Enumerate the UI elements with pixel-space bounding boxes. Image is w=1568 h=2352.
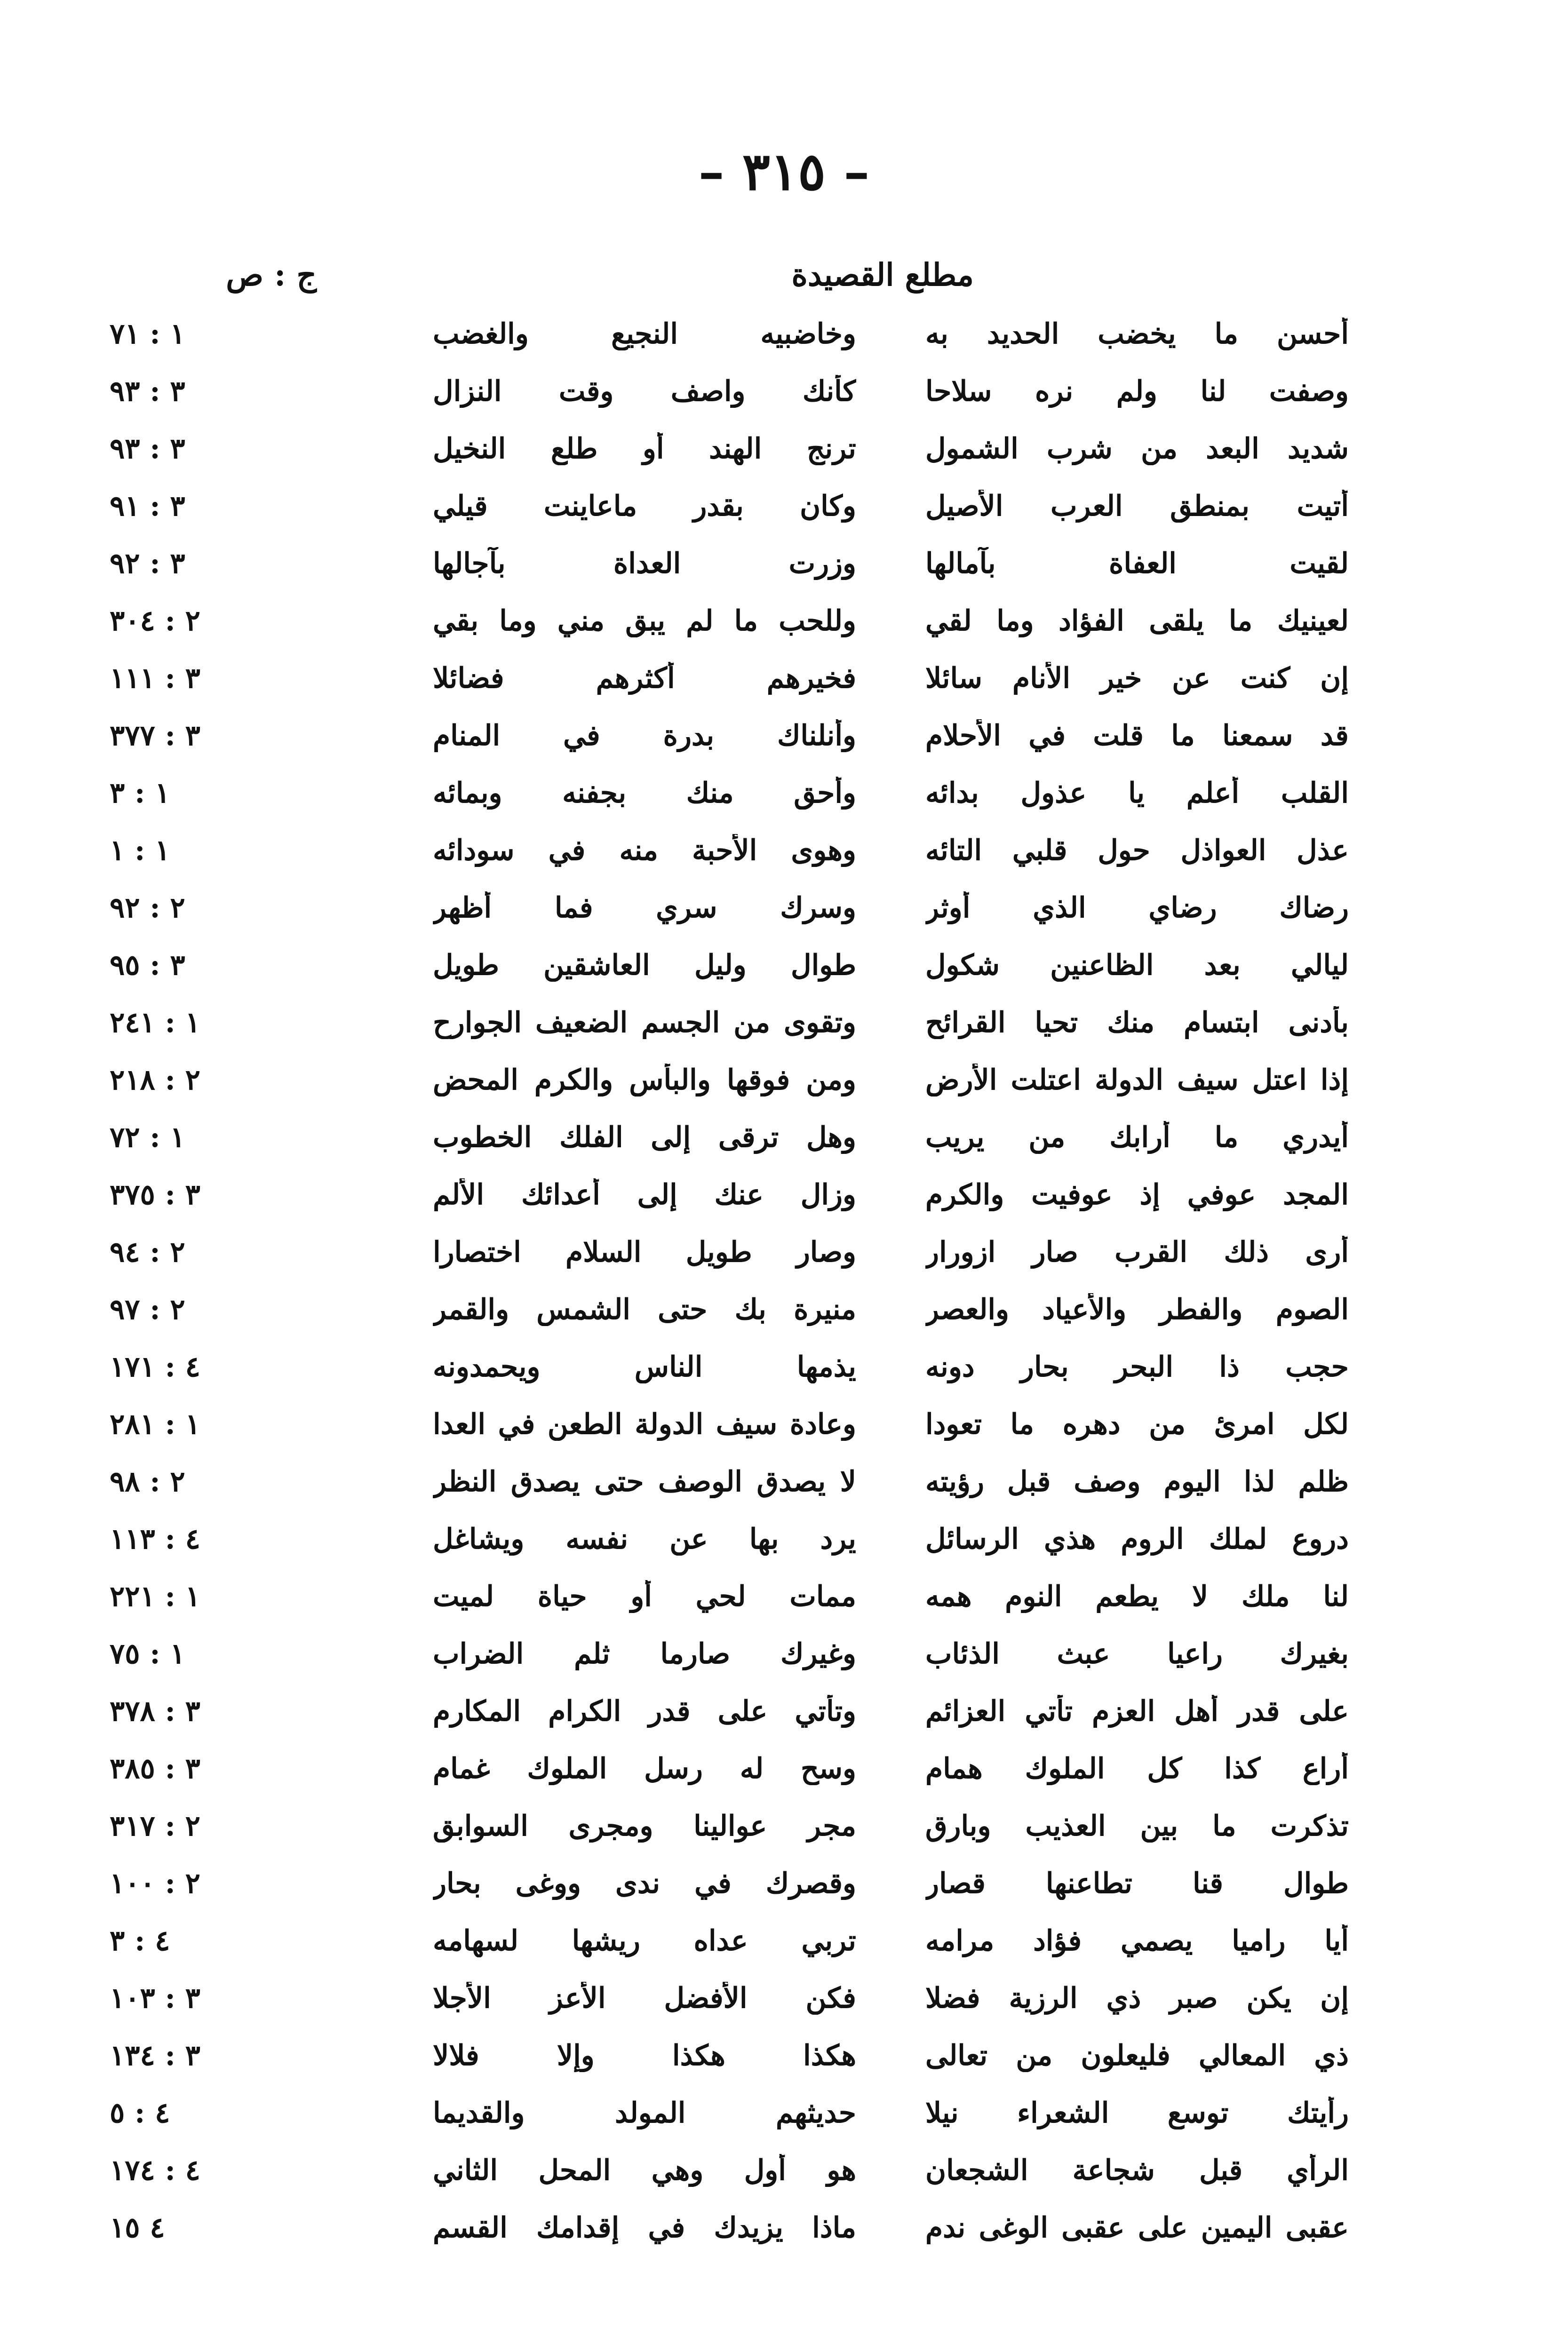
table-row xyxy=(0,1346,1568,1403)
verse-second-hemistich: هو أول وهي المحل الثاني xyxy=(433,2154,856,2187)
volume-page-ref: ٤ : ١١٣ xyxy=(110,1523,200,1556)
verse-first-hemistich: أيا راميا يصمي فؤاد مرامه xyxy=(925,1924,1349,1957)
table-row xyxy=(0,1575,1568,1633)
verse-second-hemistich: وهوى الأحبة منه في سودائه xyxy=(433,834,856,867)
volume-page-ref: ١ : ٢٤١ xyxy=(110,1006,200,1039)
table-row xyxy=(0,2034,1568,2092)
table-row xyxy=(0,715,1568,772)
verse-first-hemistich: أحسن ما يخضب الحديد به xyxy=(925,318,1349,350)
volume-page-ref: ٣ : ١٣٤ xyxy=(110,2039,200,2072)
volume-page-ref: ٤ : ٣ xyxy=(110,1924,170,1957)
table-header xyxy=(0,256,1568,303)
verse-second-hemistich: وتأتي على قدر الكرام المكارم xyxy=(433,1695,856,1728)
header-ref-label: ج : ص xyxy=(226,256,317,293)
table-row xyxy=(0,1805,1568,1862)
volume-page-ref: ١ : ٧٢ xyxy=(110,1121,185,1154)
volume-page-ref: ٢ : ٢١٨ xyxy=(110,1064,200,1097)
verse-second-hemistich: وزرت العداة بآجالها xyxy=(433,547,856,580)
volume-page-ref: ٢ : ٩٤ xyxy=(110,1236,185,1269)
table-row xyxy=(0,1174,1568,1231)
volume-page-ref: ٣ : ٩٥ xyxy=(110,949,185,982)
table-row xyxy=(0,1748,1568,1805)
header-verse-label: مطلع القصيدة xyxy=(791,256,974,293)
table-row xyxy=(0,1116,1568,1174)
verse-second-hemistich: ومن فوقها والبأس والكرم المحض xyxy=(433,1064,856,1097)
verse-second-hemistich: طوال وليل العاشقين طويل xyxy=(433,949,856,982)
table-row xyxy=(0,829,1568,887)
volume-page-ref: ٤ : ١٧٤ xyxy=(110,2154,200,2187)
page-number: – ٣١٥ – xyxy=(698,141,870,202)
verse-second-hemistich: كأنك واصف وقت النزال xyxy=(433,375,856,408)
table-row xyxy=(0,1403,1568,1461)
verse-first-hemistich: لكل امرئ من دهره ما تعودا xyxy=(925,1408,1349,1441)
volume-page-ref: ٢ : ٩٧ xyxy=(110,1293,185,1326)
table-row xyxy=(0,1461,1568,1518)
verse-first-hemistich: القلب أعلم يا عذول بدائه xyxy=(925,777,1349,810)
verse-second-hemistich: وأحق منك بجفنه وبمائه xyxy=(433,777,856,810)
verse-first-hemistich: شديد البعد من شرب الشمول xyxy=(925,432,1349,465)
volume-page-ref: ٣ : ١٠٣ xyxy=(110,1982,200,2015)
table-row xyxy=(0,1288,1568,1346)
verse-first-hemistich: لقيت العفاة بآمالها xyxy=(925,547,1349,580)
table-row xyxy=(0,2092,1568,2149)
table-row xyxy=(0,428,1568,485)
verse-second-hemistich: وقصرك في ندى ووغى بحار xyxy=(433,1867,856,1900)
volume-page-ref: ٤ ١٥ xyxy=(110,2211,165,2244)
verse-second-hemistich: وصار طويل السلام اختصارا xyxy=(433,1236,856,1269)
verse-second-hemistich: وغيرك صارما ثلم الضراب xyxy=(433,1637,856,1670)
volume-page-ref: ٣ : ٩١ xyxy=(110,490,185,523)
table-row xyxy=(0,887,1568,944)
verse-second-hemistich: لا يصدق الوصف حتى يصدق النظر xyxy=(433,1465,856,1498)
verse-first-hemistich: رأيتك توسع الشعراء نيلا xyxy=(925,2097,1349,2130)
verse-first-hemistich: أتيت بمنطق العرب الأصيل xyxy=(925,490,1349,523)
table-row xyxy=(0,1690,1568,1748)
verse-second-hemistich: تربي عداه ريشها لسهامه xyxy=(433,1924,856,1957)
verse-first-hemistich: بغيرك راعيا عبث الذئاب xyxy=(925,1637,1349,1670)
table-row xyxy=(0,2149,1568,2207)
volume-page-ref: ٣ : ٣٧٧ xyxy=(110,719,200,752)
verse-second-hemistich: فكن الأفضل الأعز الأجلا xyxy=(433,1982,856,2015)
verse-second-hemistich: وسرك سري فما أظهر xyxy=(433,891,856,924)
table-row xyxy=(0,1977,1568,2034)
verse-first-hemistich: حجب ذا البحر بحار دونه xyxy=(925,1351,1349,1383)
verse-first-hemistich: لعينيك ما يلقى الفؤاد وما لقي xyxy=(925,604,1349,637)
verse-first-hemistich: دروع لملك الروم هذي الرسائل xyxy=(925,1523,1349,1556)
verse-first-hemistich: رضاك رضاي الذي أوثر xyxy=(925,891,1349,924)
volume-page-ref: ٣ : ١١١ xyxy=(110,662,200,695)
volume-page-ref: ٢ : ٣٠٤ xyxy=(110,604,200,637)
volume-page-ref: ٣ : ٣٧٥ xyxy=(110,1178,200,1211)
verse-first-hemistich: ليالي بعد الظاعنين شكول xyxy=(925,949,1349,982)
table-row xyxy=(0,485,1568,542)
verse-second-hemistich: ماذا يزيدك في إقدامك القسم xyxy=(433,2211,856,2244)
verse-first-hemistich: عقبى اليمين على عقبى الوغى ندم xyxy=(925,2211,1349,2244)
table-row xyxy=(0,1862,1568,1920)
table-row xyxy=(0,313,1568,370)
verse-first-hemistich: أراع كذا كل الملوك همام xyxy=(925,1752,1349,1785)
volume-page-ref: ٢ : ١٠٠ xyxy=(110,1867,200,1900)
volume-page-ref: ٣ : ٣٧٨ xyxy=(110,1695,200,1728)
volume-page-ref: ١ : ٣ xyxy=(110,777,170,810)
verse-second-hemistich: وتقوى من الجسم الضعيف الجوارح xyxy=(433,1006,856,1039)
verse-first-hemistich: على قدر أهل العزم تأتي العزائم xyxy=(925,1695,1349,1728)
table-row xyxy=(0,2207,1568,2264)
verse-first-hemistich: بأدنى ابتسام منك تحيا القرائح xyxy=(925,1006,1349,1039)
table-row xyxy=(0,1920,1568,1977)
table-row xyxy=(0,944,1568,1001)
table-row xyxy=(0,1001,1568,1059)
volume-page-ref: ٢ : ٩٢ xyxy=(110,891,185,924)
verse-second-hemistich: يرد بها عن نفسه ويشاغل xyxy=(433,1523,856,1556)
verse-second-hemistich: وهل ترقى إلى الفلك الخطوب xyxy=(433,1121,856,1154)
verse-second-hemistich: وخاضبيه النجيع والغضب xyxy=(433,318,856,350)
verse-first-hemistich: وصفت لنا ولم نره سلاحا xyxy=(925,375,1349,408)
verse-second-hemistich: ممات لحي أو حياة لميت xyxy=(433,1580,856,1613)
verse-second-hemistich: ترنج الهند أو طلع النخيل xyxy=(433,432,856,465)
verse-second-hemistich: هكذا هكذا وإلا فلالا xyxy=(433,2039,856,2072)
volume-page-ref: ١ : ٢٢١ xyxy=(110,1580,200,1613)
table-row xyxy=(0,1518,1568,1575)
verse-first-hemistich: لنا ملك لا يطعم النوم همه xyxy=(925,1580,1349,1613)
verse-second-hemistich: يذمها الناس ويحمدونه xyxy=(433,1351,856,1383)
table-row xyxy=(0,657,1568,715)
verse-second-hemistich: وزال عنك إلى أعدائك الألم xyxy=(433,1178,856,1211)
verse-first-hemistich: إذا اعتل سيف الدولة اعتلت الأرض xyxy=(925,1064,1349,1097)
verse-first-hemistich: إن كنت عن خير الأنام سائلا xyxy=(925,662,1349,695)
volume-page-ref: ١ : ٧٥ xyxy=(110,1637,185,1670)
verse-second-hemistich: حديثهم المولد والقديما xyxy=(433,2097,856,2130)
verse-second-hemistich: مجر عوالينا ومجرى السوابق xyxy=(433,1810,856,1843)
verse-first-hemistich: عذل العواذل حول قلبي التائه xyxy=(925,834,1349,867)
volume-page-ref: ٢ : ٣١٧ xyxy=(110,1810,200,1843)
verse-index-list xyxy=(0,313,1568,2264)
volume-page-ref: ٤ : ٥ xyxy=(110,2097,170,2130)
table-row xyxy=(0,1231,1568,1288)
table-row xyxy=(0,1059,1568,1116)
volume-page-ref: ٢ : ٩٨ xyxy=(110,1465,185,1498)
volume-page-ref: ١ : ٢٨١ xyxy=(110,1408,200,1441)
verse-second-hemistich: منيرة بك حتى الشمس والقمر xyxy=(433,1293,856,1326)
volume-page-ref: ١ : ١ xyxy=(110,834,170,867)
verse-first-hemistich: ذي المعالي فليعلون من تعالى xyxy=(925,2039,1349,2072)
verse-first-hemistich: ظلم لذا اليوم وصف قبل رؤيته xyxy=(925,1465,1349,1498)
volume-page-ref: ١ : ٧١ xyxy=(110,318,185,350)
verse-second-hemistich: وللحب ما لم يبق مني وما بقي xyxy=(433,604,856,637)
table-row xyxy=(0,542,1568,600)
verse-first-hemistich: الصوم والفطر والأعياد والعصر xyxy=(925,1293,1349,1326)
verse-second-hemistich: فخيرهم أكثرهم فضائلا xyxy=(433,662,856,695)
verse-first-hemistich: إن يكن صبر ذي الرزية فضلا xyxy=(925,1982,1349,2015)
table-row xyxy=(0,1633,1568,1690)
table-row xyxy=(0,600,1568,657)
verse-first-hemistich: المجد عوفي إذ عوفيت والكرم xyxy=(925,1178,1349,1211)
verse-second-hemistich: وسح له رسل الملوك غمام xyxy=(433,1752,856,1785)
table-row xyxy=(0,370,1568,428)
volume-page-ref: ٣ : ٣٨٥ xyxy=(110,1752,200,1785)
verse-first-hemistich: قد سمعنا ما قلت في الأحلام xyxy=(925,719,1349,752)
verse-first-hemistich: طوال قنا تطاعنها قصار xyxy=(925,1867,1349,1900)
volume-page-ref: ٣ : ٩٢ xyxy=(110,547,185,580)
volume-page-ref: ٣ : ٩٣ xyxy=(110,375,185,408)
volume-page-ref: ٤ : ١٧١ xyxy=(110,1351,200,1383)
verse-second-hemistich: وأنلناك بدرة في المنام xyxy=(433,719,856,752)
verse-first-hemistich: أيدري ما أرابك من يريب xyxy=(925,1121,1349,1154)
verse-first-hemistich: الرأي قبل شجاعة الشجعان xyxy=(925,2154,1349,2187)
verse-second-hemistich: وعادة سيف الدولة الطعن في العدا xyxy=(433,1408,856,1441)
volume-page-ref: ٣ : ٩٣ xyxy=(110,432,185,465)
verse-first-hemistich: أرى ذلك القرب صار ازورار xyxy=(925,1236,1349,1269)
verse-second-hemistich: وكان بقدر ماعاينت قيلي xyxy=(433,490,856,523)
table-row xyxy=(0,772,1568,829)
verse-first-hemistich: تذكرت ما بين العذيب وبارق xyxy=(925,1810,1349,1843)
